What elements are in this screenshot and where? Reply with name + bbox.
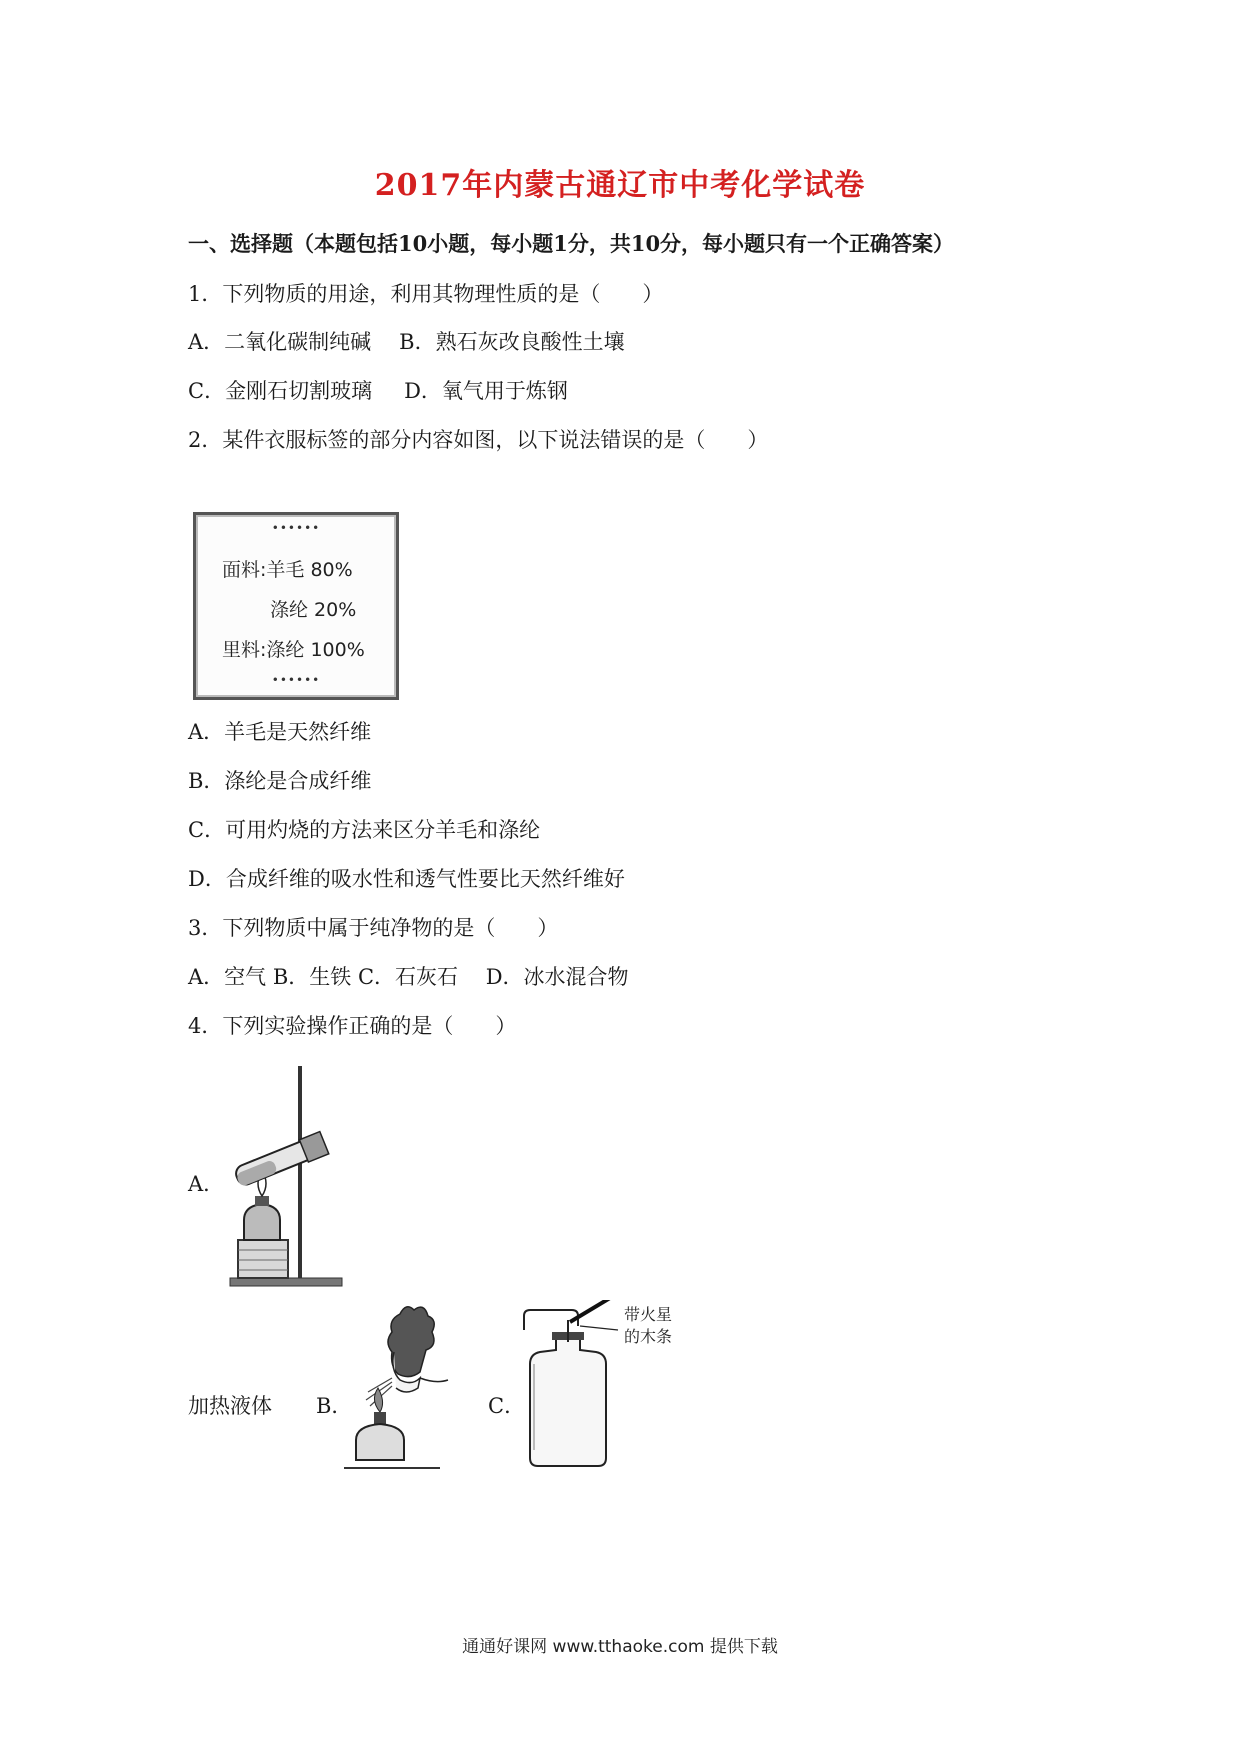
q1-options-ab [188,326,625,356]
q4-option-a-caption: 加热液体 [188,1394,272,1418]
splint-label-line2: 的木条 [624,1327,673,1346]
q1-stem: 1．下列物质的用途，利用其物理性质的是（ ） [188,282,664,306]
heating-liquid-figure [222,1060,352,1290]
blowing-lamp-figure [340,1300,480,1485]
q1-option-d: D．氧气用于炼钢 [404,379,568,403]
label-bottom-dots: •••••• [271,673,321,687]
q1-option-a: A．二氧化碳制纯碱 [188,330,372,354]
splint-label-line1: 带火星 [624,1305,673,1324]
q1-options-cd [188,375,568,405]
q4-stem: 4．下列实验操作正确的是（ ） [188,1014,517,1038]
q4-option-a-label: A． [188,1172,225,1196]
q2-option-d: D．合成纤维的吸水性和透气性要比天然纤维好 [188,867,625,891]
q2-stem: 2．某件衣服标签的部分内容如图，以下说法错误的是（ ） [188,428,769,452]
q2-option-a: A．羊毛是天然纤维 [188,720,372,744]
glowing-splint-bottle-figure [520,1300,690,1475]
page-title: 2017年内蒙古通辽市中考化学试卷 [374,168,866,203]
clothing-label-figure [193,512,399,700]
q1-option-c: C．金刚石切割玻璃 [188,379,373,403]
q3-options: A．空气 B．生铁 C．石灰石 D．冰水混合物 [188,965,629,989]
label-row-lining: 里料:涤纶 100% [222,639,365,661]
label-top-dots: •••••• [271,521,321,535]
q1-option-b: B．熟石灰改良酸性土壤 [399,330,625,354]
q2-option-c: C．可用灼烧的方法来区分羊毛和涤纶 [188,818,541,842]
label-row-fabric-polyester: 涤纶 20% [270,599,357,621]
q2-option-b: B．涤纶是合成纤维 [188,769,372,793]
q4-option-c-label: C． [488,1394,526,1418]
label-row-fabric-wool: 面料:羊毛 80% [222,559,353,581]
section-heading: 一、选择题（本题包括10小题，每小题1分，共10分，每小题只有一个正确答案） [188,231,955,256]
q4-option-b-label: B． [316,1394,353,1418]
q3-stem: 3．下列物质中属于纯净物的是（ ） [188,916,559,940]
page-footer: 通通好课网 www.tthaoke.com 提供下载 [462,1637,778,1657]
